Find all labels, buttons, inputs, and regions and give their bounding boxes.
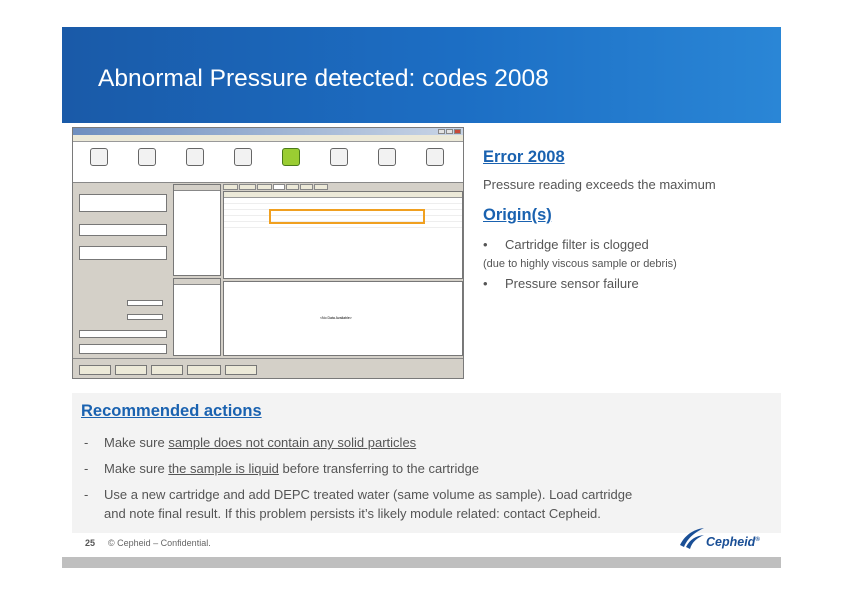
no-data-text: <No Data Available> bbox=[320, 316, 352, 320]
screenshot-menubar bbox=[73, 135, 463, 142]
cepheid-logo: Cepheid® bbox=[676, 525, 768, 555]
dash-icon: - bbox=[84, 461, 89, 476]
toolbar-icon bbox=[415, 146, 455, 180]
toolbar-icon-selected bbox=[271, 146, 311, 180]
screenshot-tree-top bbox=[173, 184, 221, 276]
origin-item: • Pressure sensor failure bbox=[483, 276, 639, 291]
software-screenshot bbox=[72, 127, 464, 379]
toolbar-icon bbox=[223, 146, 263, 180]
screenshot-titlebar bbox=[73, 128, 463, 135]
error-heading: Error 2008 bbox=[483, 148, 565, 166]
slide-title: Abnormal Pressure detected: codes 2008 bbox=[98, 65, 549, 92]
toolbar-icon bbox=[319, 146, 359, 180]
origin-note: (due to highly viscous sample or debris) bbox=[483, 258, 677, 270]
screenshot-tree-bottom bbox=[173, 278, 221, 356]
page-number: 25 bbox=[85, 538, 96, 548]
dash-icon: - bbox=[84, 487, 89, 502]
screenshot-button-bar bbox=[73, 358, 463, 379]
recommended-heading: Recommended actions bbox=[81, 402, 262, 420]
toolbar-icon bbox=[175, 146, 215, 180]
logo-swoosh-icon bbox=[676, 525, 706, 551]
origin-heading: Origin(s) bbox=[483, 206, 552, 224]
toolbar-icon bbox=[127, 146, 167, 180]
footer-bar bbox=[62, 557, 781, 568]
screenshot-empty-area bbox=[223, 281, 463, 356]
error-description: Pressure reading exceeds the maximum bbox=[483, 177, 716, 192]
confidential-notice: © Cepheid – Confidential. bbox=[108, 538, 211, 548]
toolbar-icon bbox=[367, 146, 407, 180]
title-banner bbox=[62, 27, 781, 123]
bullet-icon: • bbox=[483, 237, 488, 252]
screenshot-error-grid bbox=[223, 191, 463, 279]
bullet-icon: • bbox=[483, 276, 488, 291]
error-highlight-box bbox=[269, 209, 425, 224]
screenshot-toolbar bbox=[73, 142, 463, 183]
screenshot-left-panel bbox=[75, 184, 171, 356]
dash-icon: - bbox=[84, 435, 89, 450]
toolbar-icon bbox=[79, 146, 119, 180]
screenshot-tabs bbox=[223, 184, 329, 190]
slide: Abnormal Pressure detected: codes 2008 <No Data Available> Error 2008 Pressure reading exceeds the maximum Origin(s) • Cartridge filter is clogged (due to highly viscous sample or debris) • Pressure sensor failure Recommended actions - Make sure sample does not contain any solid particles - Make sure the sample is liquid before transferring to the cartridge - Use a new cartridge and add DEPC treated water (same volume as sample). Load cartridge and note final result. If this problem persists it’s likely module related: contact Cepheid. 25 © Cepheid – Confidential. Cepheid® bbox=[62, 27, 781, 567]
origin-item: • Cartridge filter is clogged bbox=[483, 237, 649, 252]
